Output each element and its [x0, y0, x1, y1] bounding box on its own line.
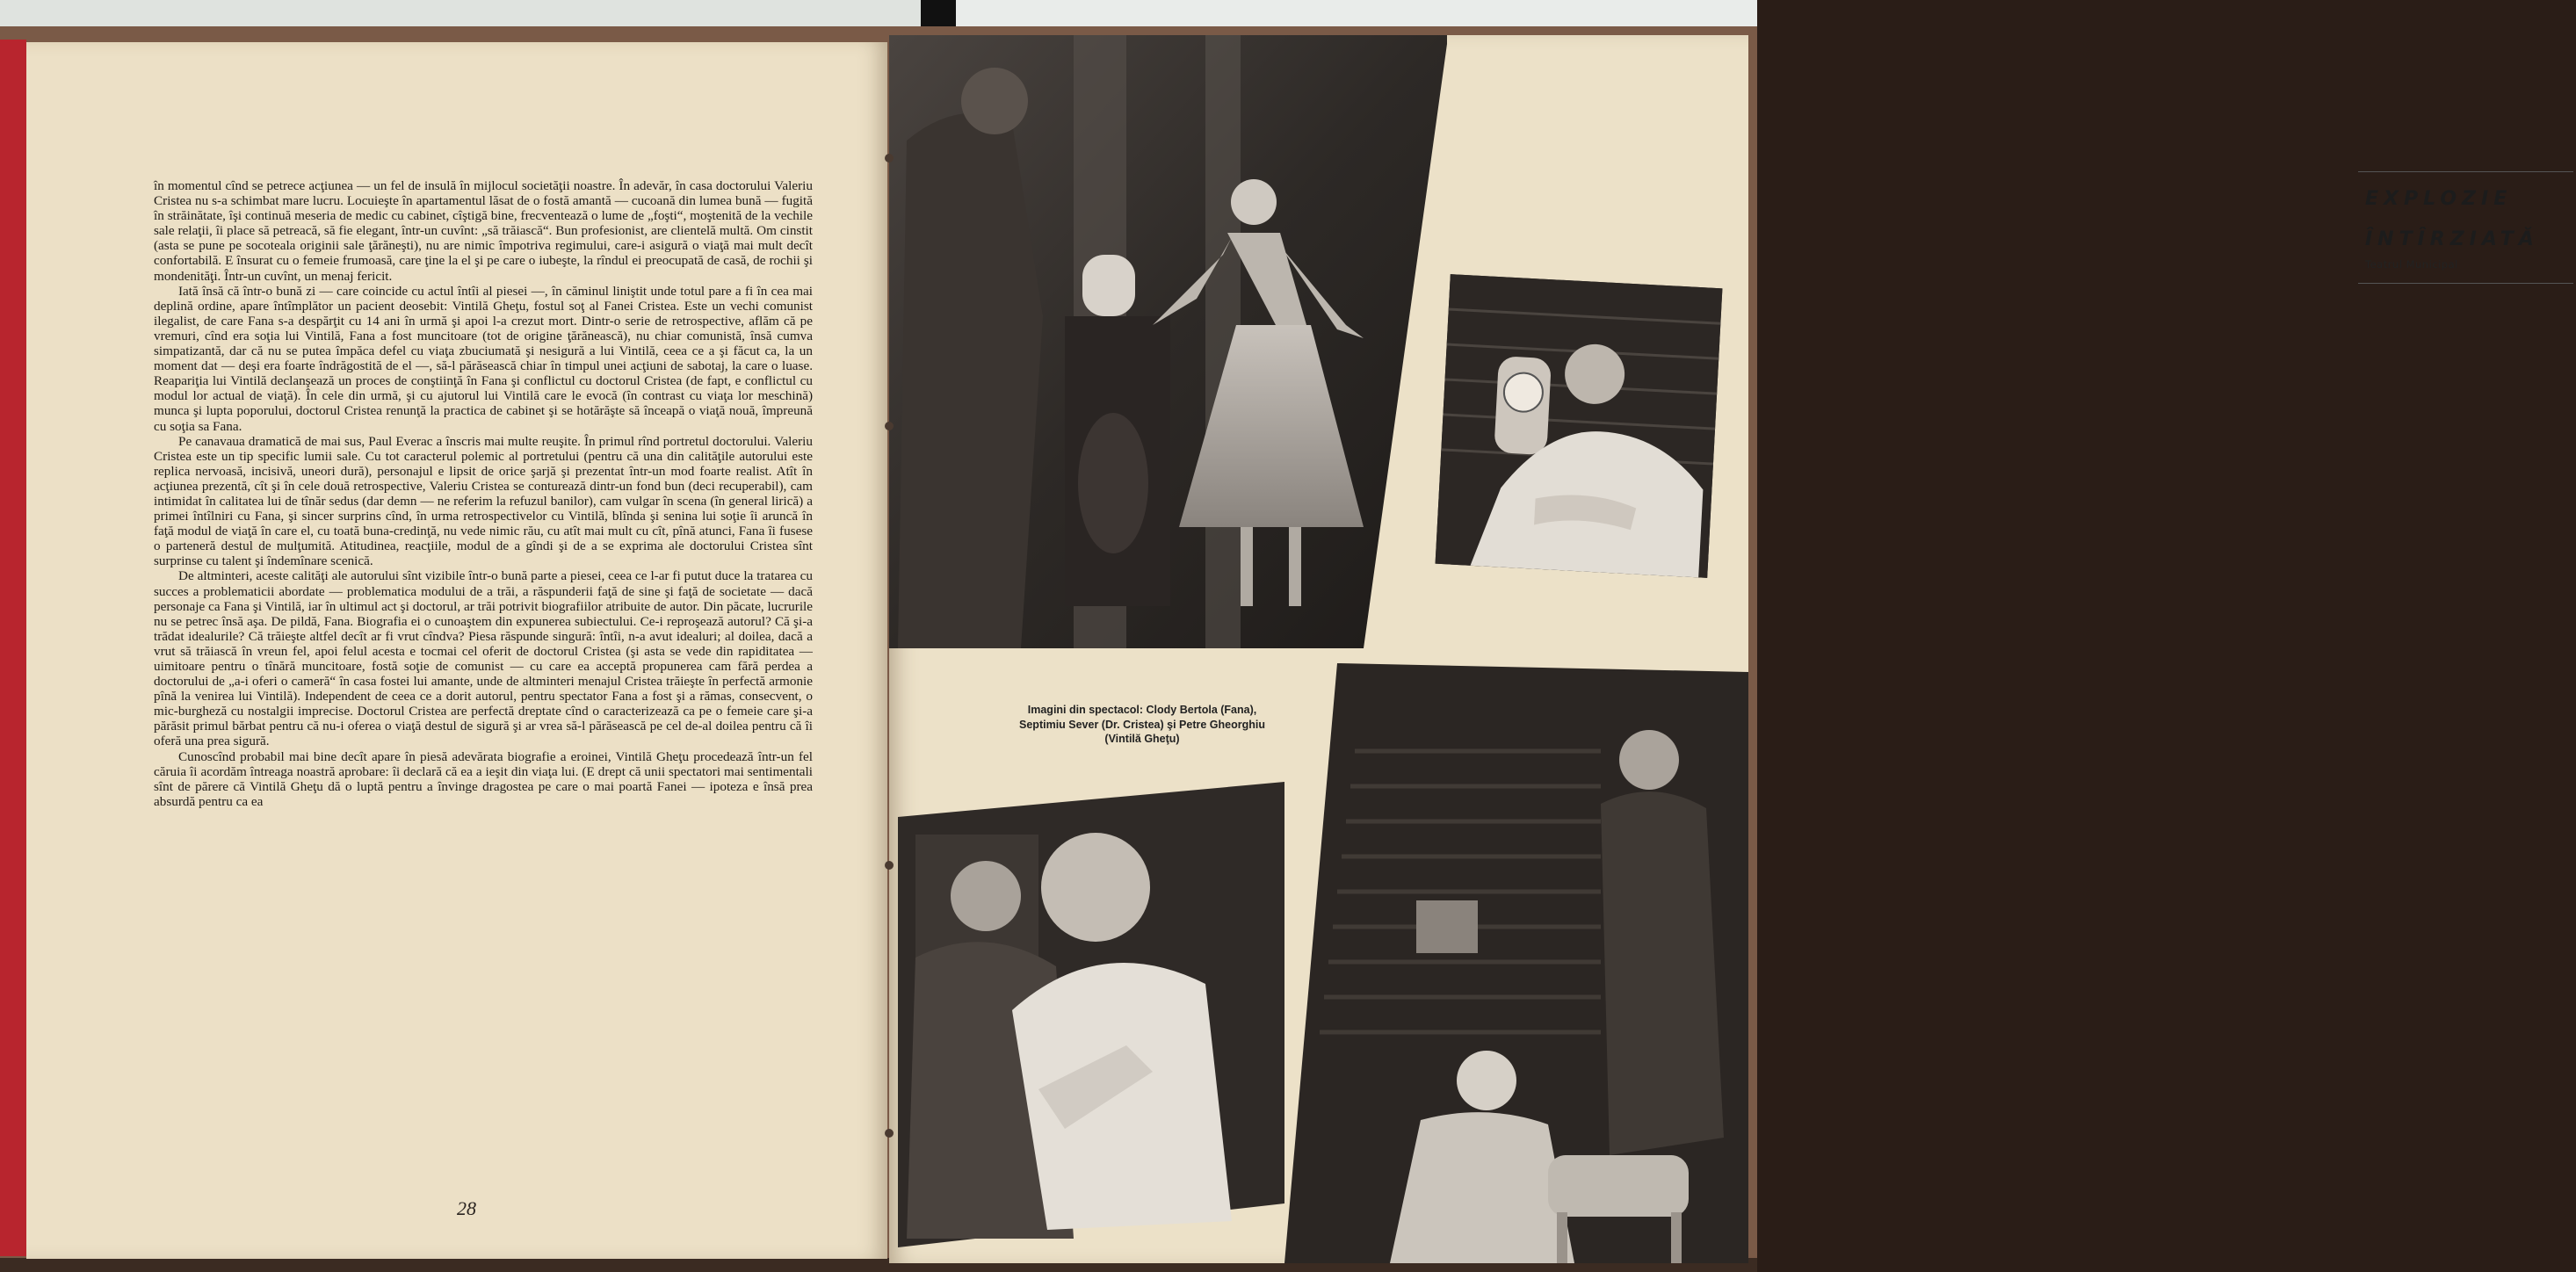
right-page	[889, 35, 2539, 1263]
photo-vintila-clock	[1436, 274, 1723, 578]
paragraph-3: Pe canavaua dramatică de mai sus, Paul Everac a înscris mai multe reuşite. În primul rînd portretul doctorului. Valeriu Cristea este un tip specific lumii sale. Cu tot caracterul polemic al portretului (pentru că una din calităţile autorului este replica nervoasă, incisivă, uneori dură), personajul e lipsit de orice şarjă şi prezentat într-un mod foarte realist. Atît în acţiunea prezentă, cît şi în cele două retrospective, Valeriu Cristea se conturează dintr-un fond bun (deci recuperabil), cam intimidat în calitatea lui de tînăr sedus (dar demn — ne referim la refuzul banilor), cam vulgar în scena (în general lirică) a primei întîlniri cu Fana, şi sincer surprins cînd, în urma retrospectivelor cu Vintilă, blînda şi senina lui soţie îi aruncă în faţă modul de viaţă în care el, cu toată buna-credinţă, nu vede nimic rău, cu atît mai mult cu cît, pînă atunci, Fana îi fusese o parteneră destul de mulţumită. Atitudinea, reacţiile, modul de a gîndi şi de a se exprima ale doctorului Cristea sînt surprinse cu talent şi îndemînare scenică.	[154, 433, 813, 569]
title-rule-top	[2358, 171, 2573, 172]
staple-hole	[885, 422, 894, 430]
photo-vintila-clock-image	[1436, 274, 1723, 578]
article-title-block	[2365, 171, 2576, 284]
play-title-line-1: EXPLOZIE	[2365, 188, 2513, 210]
left-page	[26, 42, 887, 1259]
title-rule-bottom	[2358, 283, 2573, 284]
photo-caption: Imagini din spectacol: Clody Bertola (Fana), Septimiu Sever (Dr. Cristea) şi Petre Gheorghiu (Vintilă Gheţu)	[1019, 704, 1265, 745]
page-number: 28	[457, 1197, 476, 1219]
red-page-edge	[0, 40, 26, 1256]
play-title-line-2: ÎNTÎRZIATĂ	[2365, 228, 2539, 250]
background-wall-right	[953, 0, 1757, 30]
photo-fana-seated-image	[1284, 663, 1748, 1263]
paragraph-5: Cunoscînd probabil mai bine decît apare în piesă adevărata biografie a eroinei, Vintilă Gheţu procedează într-un fel căruia îi acordăm întreaga noastră aprobare: îi declară că ea a ieşit din viaţa lui. (E drept că unii spectatori mai sentimentali sînt de părere că Vintilă Gheţu dă o luptă pentru a învinge dragostea pe care o mai poartă Fanei — ipoteza e însă prea absurdă pentru ca ea	[154, 748, 813, 809]
photo-fana-doctor-image	[889, 35, 1447, 648]
paragraph-2: Iată însă că într-o bună zi — care coincide cu actul întîi al piesei —, în căminul liniştit unde totul pare a fi în cea mai deplină ordine, apare întîmplător un pacient deosebit: Vintilă Gheţu, fostul soţ al Fanei Cristea. Este un vechi comunist ilegalist, de care Fana s-a despărţit cu 14 ani în urmă şi apoi l-a crezut mort. Dintr-o serie de retrospective, aflăm că pe vremuri, cînd era soţia lui Vintilă, Fana a fost muncitoare (tot de origine ţărănească), nu chiar comunistă, însă cumva simpatizantă, dar că nu se putea împăca defel cu viaţa zbuciumată şi nesigură a lui Vintilă, ceea ce a şi făcut ca, la un moment dat — deşi era foarte îndrăgostită de el —, să-l părăsească chiar în timpul unei acţiuni de sabotaj, la care o luase. Reapariţia lui Vintilă declanşează un proces de conştiinţă în Fana şi conflictul cu doctorul Cristea (de fapt, e conflictul cu modul lor actual de viaţă). În cele din urmă, şi cu ajutorul lui Vintilă care le evocă (în contrast cu viaţa lor meschină) munca şi lupta poporului, doctorul Cristea renunţă la practica de cabinet şi se hotărăşte să înceapă o viaţă nouă, împreună cu soţia sa Fana.	[154, 283, 813, 434]
photo-doctor-vintila	[898, 782, 1284, 1247]
photo-fana-doctor	[889, 35, 1447, 648]
paragraph-4: De altminteri, aceste calităţi ale autorului sînt vizibile într-o bună parte a piesei, ceea ce l-ar fi putut duce la tratarea cu succes a problematicii abordate — problematica modului de a trăi, a răspunderii faţă de sine şi faţă de societate — dacă personaje ca Fana şi Vintilă, iar în ultimul act şi doctorul, ar trăi potrivit biografiilor atribuite de autor. Din păcate, lucrurile nu se petrec însă aşa. De pildă, Fana. Biografia ei o cunoaştem din expunerea subiectului. Ce-i reproşează autorul? Că şi-a trădat idealurile? Că trăieşte altfel decît ar fi vrut cîndva? Piesa răspunde singură: întîi, n-a avut idealuri; al doilea, dacă a vrut să trăiască în vreun fel, apoi felul acesta e tocmai cel oferit de doctorul Cristea (şi asta se vede din rapiditatea — uimitoare pentru o tînără muncitoare, fostă soţie de comunist — cu care ea acceptă propunerea cam fără perdea a doctorului de „a-i oferi o cameră“ în casa fostei lui amante, unde de altminteri menajul Cristea trăieşte în perfectă armonie pînă la venirea lui Vintilă). Independent de ceea ce a dorit autorul, pentru spectator Fana a fost şi a rămas, consecvent, o mic-burgheză cu nostalgii imprecise. Doctorul Cristea are perfectă dreptate cînd o caracterizează ca pe o femeie care şi-a părăsit primul bărbat pentru că nu-i oferea o viaţă destul de sigură şi ar vrea să-l părăsească pe cel de-al doilea pentru că îi oferă una prea sigură.	[154, 568, 813, 749]
photo-fana-seated	[1284, 663, 1748, 1263]
staple-hole	[885, 1129, 894, 1138]
photo-doctor-vintila-image	[898, 782, 1284, 1247]
staple-hole	[885, 861, 894, 870]
staple-hole	[885, 154, 894, 163]
article-text	[154, 178, 813, 809]
theatre-name: Teatrul Municipal	[2365, 258, 2458, 271]
paragraph-1: în momentul cînd se petrece acţiunea — un fel de insulă în mijlocul societăţii noastre. În adevăr, în casa doctorului Valeriu Cristea nu s-a schimbat mare lucru. Locuieşte în apartamentul lăsat de o fostă amantă — cucoană din lumea bună — fugită în străinătate, îşi continuă meseria de medic cu cabinet, cîştigă bine, frecventează o lume de „foşti“, moştenită de la vechile sale relaţii, îi place să petreacă, să fie elegant, într-un cuvînt: „să trăiască“. Bun profesionist, are clientelă multă. Om cinstit (asta se pune pe socoteala originii sale ţărăneşti), nu are nimic împotriva regimului, care-i asigură o viaţă mai mult decît confortabilă. E însurat cu o femeie frumoasă, care ţine la el şi pe care o iubeşte, la rîndul ei preocupată de casă, de rochii şi mondenităţi. Într-un cuvînt, un menaj fericit.	[154, 178, 813, 284]
